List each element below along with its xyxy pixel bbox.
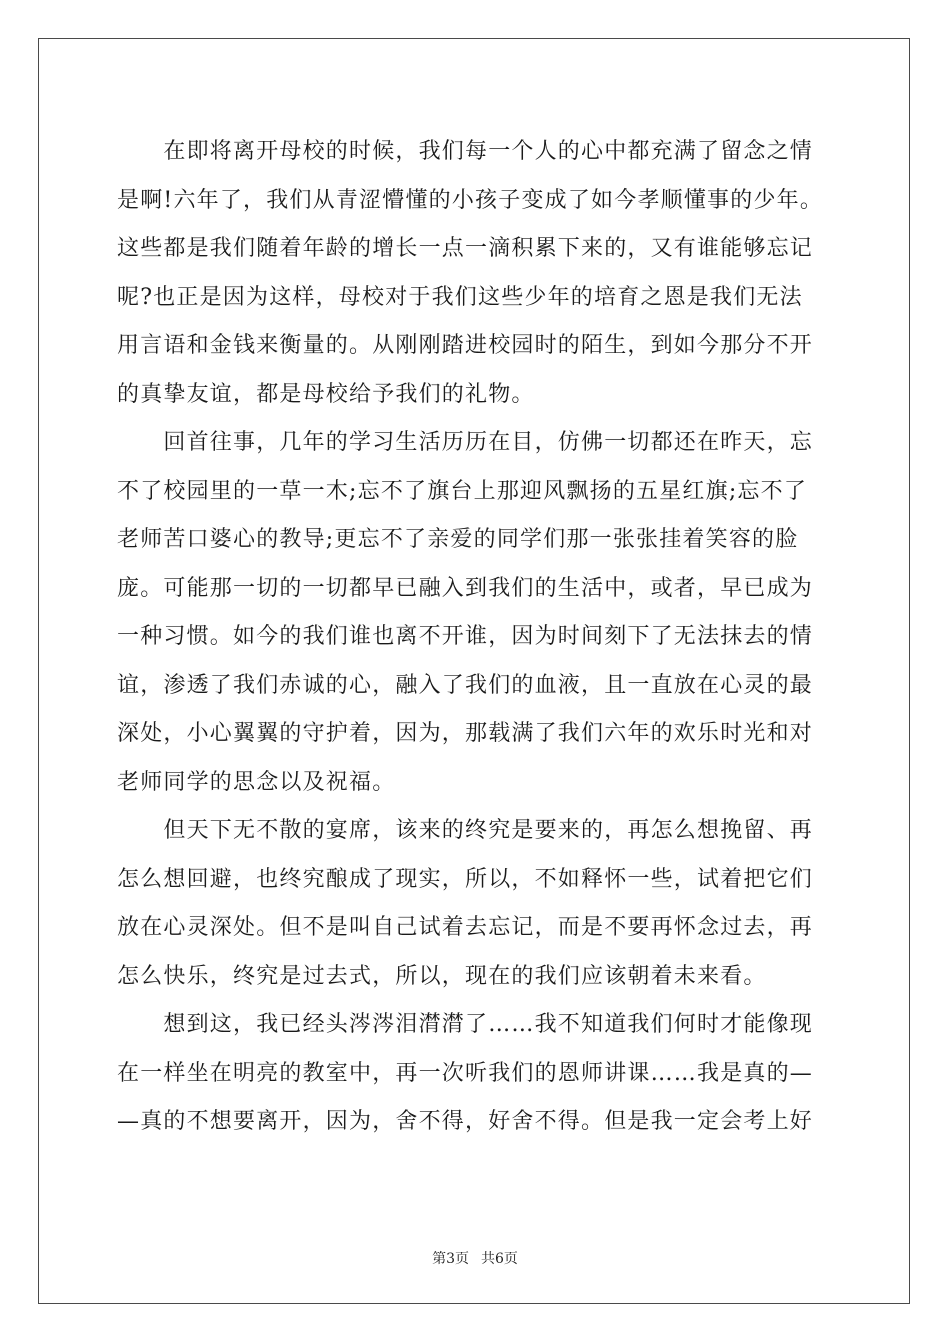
text-line: 想到这，我已经头涔涔泪潸潸了……我不知道我们何时才能像现 xyxy=(117,1012,814,1037)
text-line: 谊，渗透了我们赤诚的心，融入了我们的血液，且一直放在心灵的最 xyxy=(117,672,814,698)
text-line: 不了校园里的一草一木;忘不了旗台上那迎风飘扬的五星红旗;忘不了 xyxy=(117,478,808,504)
page-total: 共6页 xyxy=(481,1251,518,1267)
paragraph-3 xyxy=(117,807,837,1001)
text-line: 回首往事，几年的学习生活历历在目，仿佛一切都还在昨天，忘 xyxy=(117,430,814,455)
text-line: 是啊!六年了，我们从青涩懵懂的小孩子变成了如今孝顺懂事的少年。 xyxy=(117,187,824,213)
text-line: 一种习惯。如今的我们谁也离不开谁，因为时间刻下了无法抹去的情 xyxy=(117,624,814,649)
text-line: 的真挚友谊，都是母校给予我们的礼物。 xyxy=(117,381,535,407)
text-line: 怎么想回避，也终究酿成了现实，所以，不如释怀一些，试着把它们 xyxy=(117,866,814,892)
text-line: 在即将离开母校的时候，我们每一个人的心中都充满了留念之情 xyxy=(117,139,814,164)
text-line: 怎么快乐，终究是过去式，所以，现在的我们应该朝着未来看。 xyxy=(117,963,767,989)
text-line: 老师苦口婆心的教导;更忘不了亲爱的同学们那一张张挂着笑容的脸 xyxy=(117,527,799,552)
text-line: 这些都是我们随着年龄的增长一点一滴积累下来的，又有谁能够忘记 xyxy=(117,236,814,261)
document-body xyxy=(117,128,837,1147)
text-line: 用言语和金钱来衡量的。从刚刚踏进校园时的陌生，到如今那分不开 xyxy=(117,333,814,358)
text-line: 庞。可能那一切的一切都早已融入到我们的生活中，或者，早已成为 xyxy=(117,575,814,601)
page-footer xyxy=(0,1248,950,1268)
paragraph-4 xyxy=(117,1001,837,1147)
text-line: 深处，小心翼翼的守护着，因为，那载满了我们六年的欢乐时光和对 xyxy=(117,721,814,746)
page-number: 第3页 xyxy=(432,1251,469,1267)
text-line: 但天下无不散的宴席，该来的终究是要来的，再怎么想挽留、再 xyxy=(117,818,814,843)
text-line: —真的不想要离开，因为，舍不得，好舍不得。但是我一定会考上好 xyxy=(117,1109,814,1134)
text-line: 放在心灵深处。但不是叫自己试着去忘记，而是不要再怀念过去，再 xyxy=(117,915,814,940)
paragraph-1 xyxy=(117,128,837,419)
paragraph-2 xyxy=(117,419,837,807)
text-line: 老师同学的思念以及祝福。 xyxy=(117,769,396,795)
text-line: 呢?也正是因为这样，母校对于我们这些少年的培育之恩是我们无法 xyxy=(117,284,803,310)
text-line: 在一样坐在明亮的教室中，再一次听我们的恩师讲课……我是真的— xyxy=(117,1060,814,1086)
